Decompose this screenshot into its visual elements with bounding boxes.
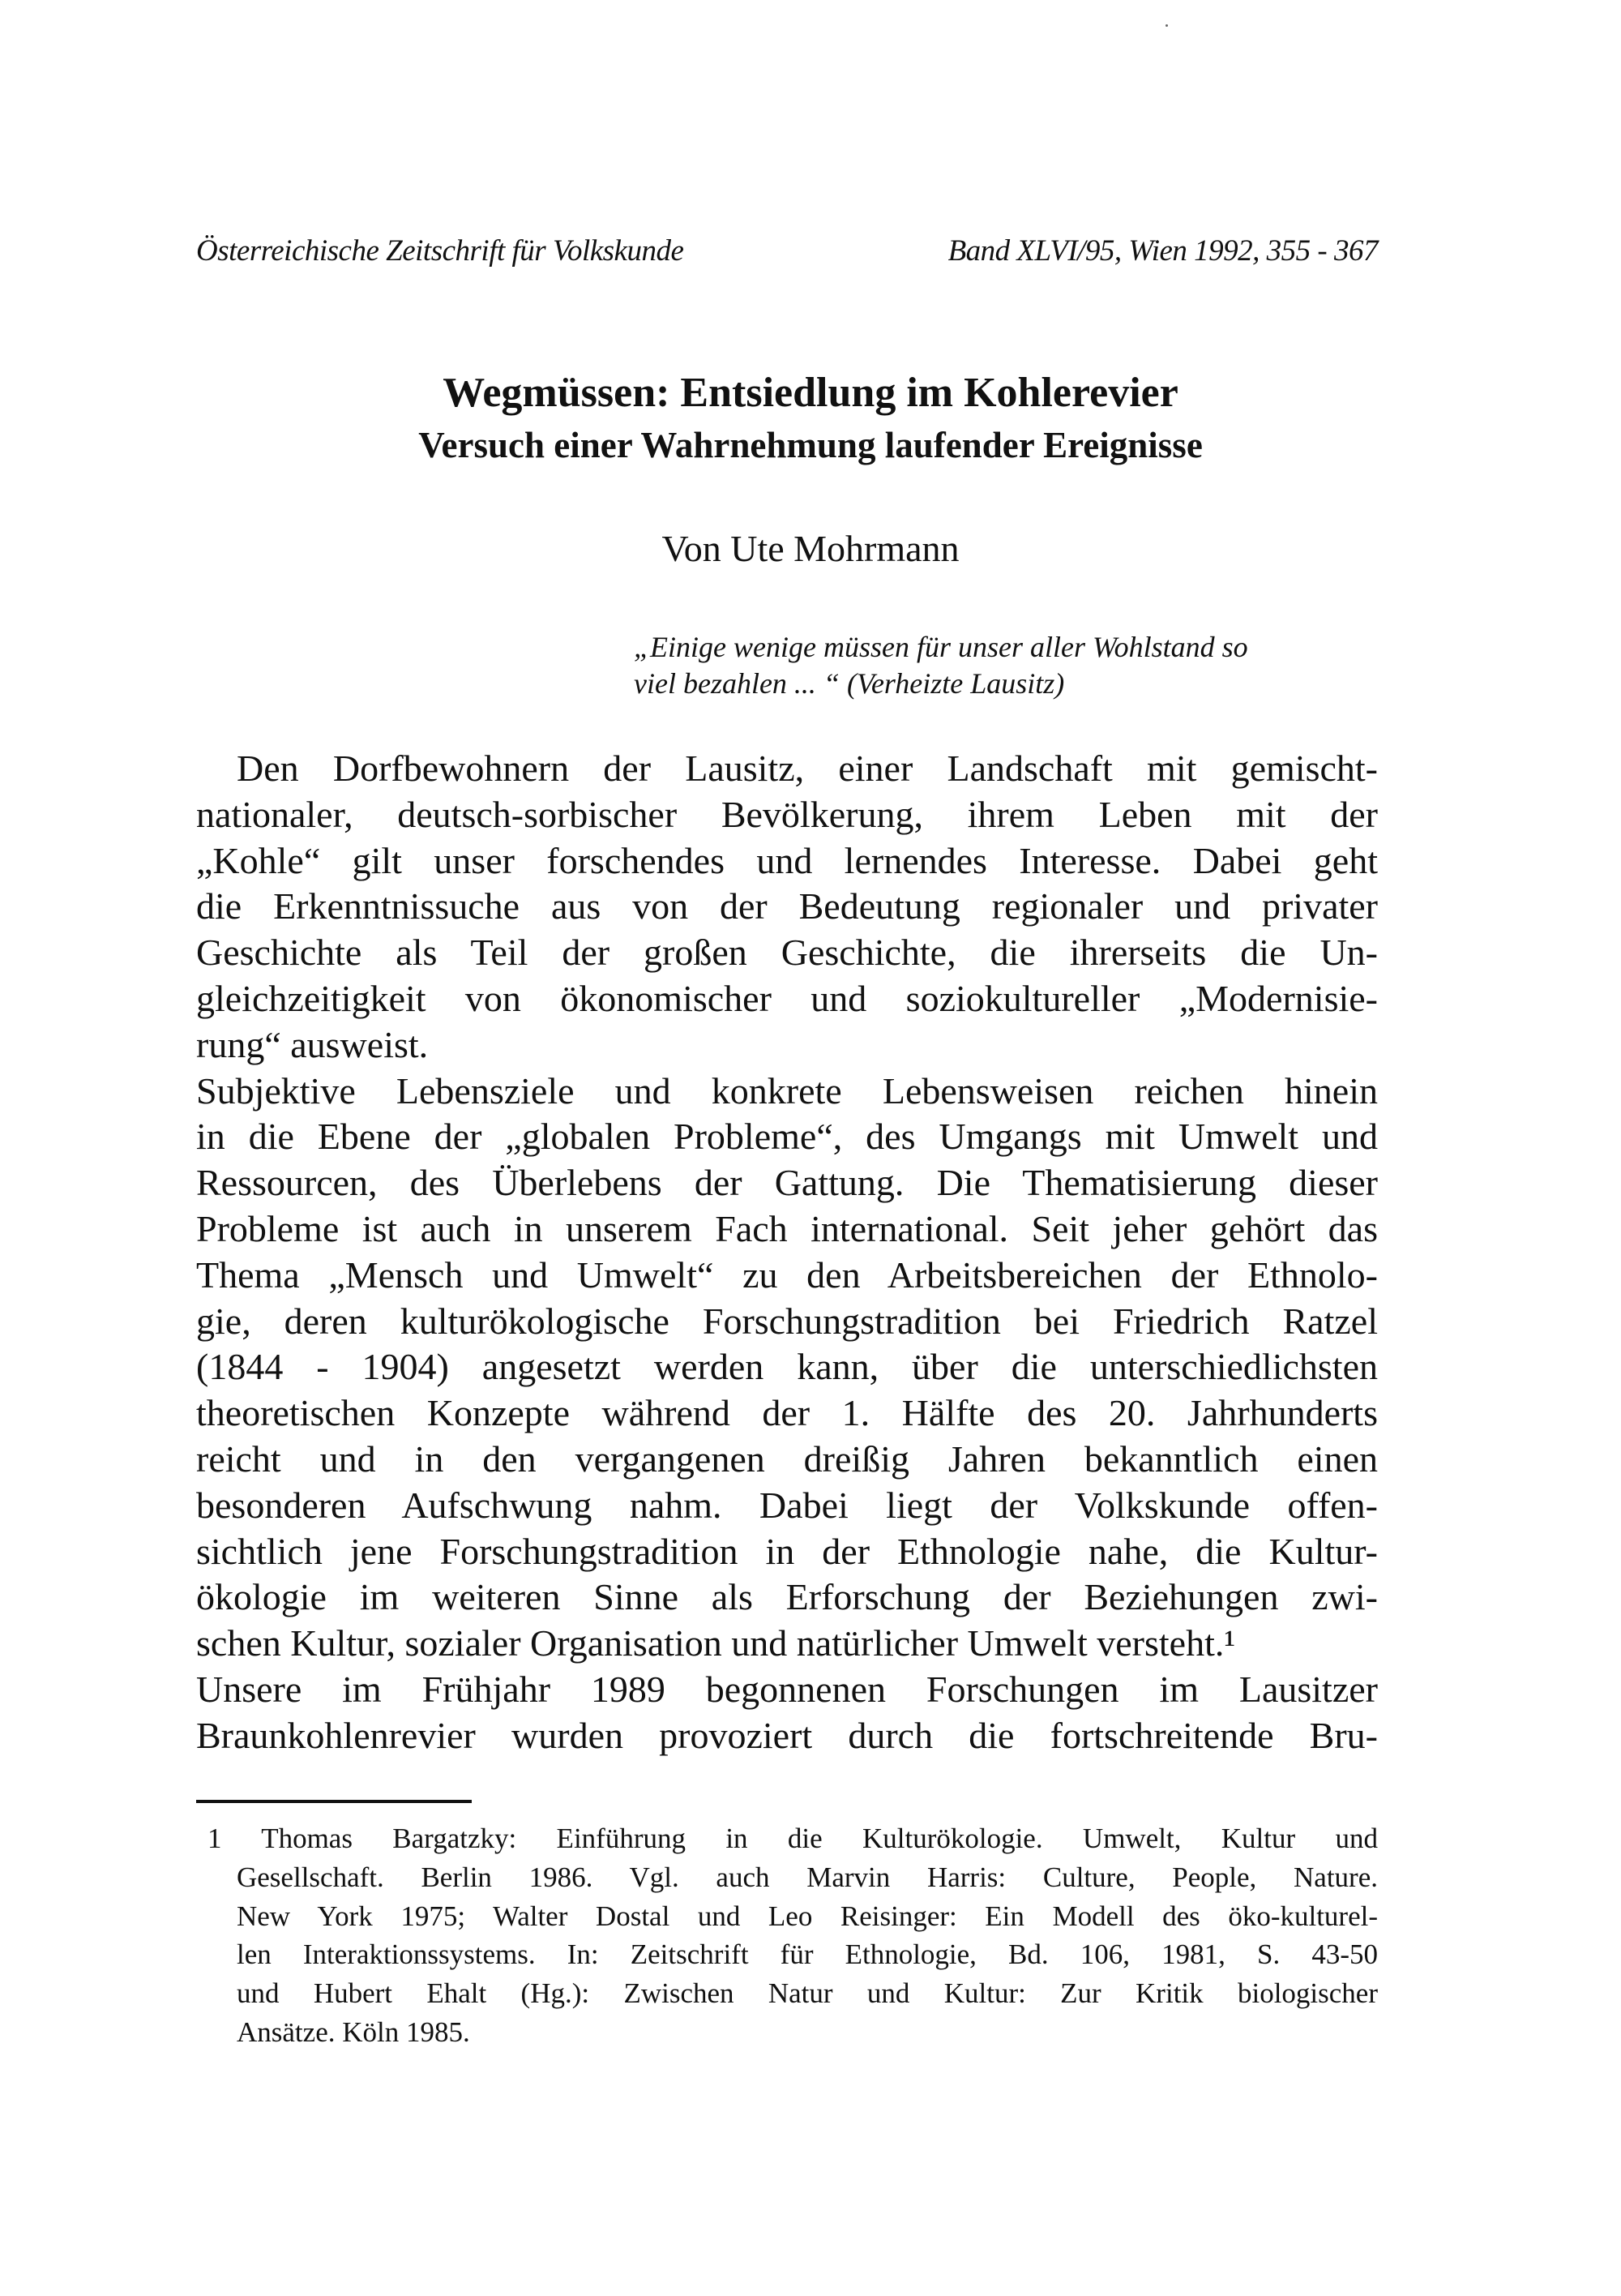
epigraph-line: viel bezahlen ... “ (Verheizte Lausitz) bbox=[634, 667, 1065, 700]
body-line: Geschichte als Teil der großen Geschichte, die ihrerseits die Un- bbox=[196, 932, 1378, 974]
body-line: Ressourcen, des Überlebens der Gattung. Die Thematisierung dieser bbox=[196, 1162, 1378, 1204]
footnote-divider bbox=[196, 1800, 472, 1803]
article-title: Wegmüssen: Entsiedlung im Kohlerevier bbox=[443, 370, 1178, 416]
body-line: die Erkenntnissuche aus von der Bedeutung regionaler und privater bbox=[196, 885, 1378, 927]
body-line: theoretischen Konzepte während der 1. Hälfte des 20. Jahrhunderts bbox=[196, 1392, 1378, 1434]
body-line: in die Ebene der „globalen Probleme“, des Umgangs mit Umwelt und bbox=[196, 1116, 1378, 1158]
scan-speck bbox=[1165, 24, 1168, 27]
epigraph bbox=[634, 629, 1379, 702]
footnote-line: len Interaktionssystems. In: Zeitschrift für Ethnologie, Bd. 106, 1981, S. 43-50 bbox=[237, 1938, 1378, 1971]
footnote-line: und Hubert Ehalt (Hg.): Zwischen Natur und Kultur: Zur Kritik biologischer bbox=[237, 1977, 1378, 2010]
journal-name: Österreichische Zeitschrift für Volkskunde bbox=[196, 234, 684, 268]
body-text bbox=[196, 746, 1378, 1759]
article-subtitle: Versuch einer Wahrnehmung laufender Ereignisse bbox=[418, 425, 1203, 465]
body-line: Braunkohlenrevier wurden provoziert durch die fortschreitende Bru- bbox=[196, 1714, 1378, 1756]
body-line: Den Dorfbewohnern der Lausitz, einer Landschaft mit gemischt- bbox=[237, 747, 1378, 789]
author-line: Von Ute Mohrmann bbox=[661, 528, 960, 569]
body-line: gie, deren kulturökologische Forschungstradition bei Friedrich Ratzel bbox=[196, 1300, 1378, 1342]
body-line: Probleme ist auch in unserem Fach international. Seit jeher gehört das bbox=[196, 1207, 1378, 1249]
footnote-line: Ansätze. Köln 1985. bbox=[237, 2015, 470, 2048]
volume-info: Band XLVI/95, Wien 1992, 355 - 367 bbox=[947, 234, 1378, 268]
epigraph-line: „Einige wenige müssen für unser aller Wohlstand so bbox=[634, 631, 1248, 663]
body-line: rung“ ausweist. bbox=[196, 1023, 429, 1065]
footnote-line: Gesellschaft. Berlin 1986. Vgl. auch Marvin Harris: Culture, People, Nature. bbox=[237, 1861, 1378, 1893]
body-line: schen Kultur, sozialer Organisation und natürlicher Umwelt versteht.¹ bbox=[196, 1622, 1236, 1664]
body-line: Unsere im Frühjahr 1989 begonnenen Forschungen im Lausitzer bbox=[196, 1668, 1378, 1710]
body-line: Thema „Mensch und Umwelt“ zu den Arbeitsbereichen der Ethnolo- bbox=[196, 1253, 1378, 1296]
footnote-line: 1 Thomas Bargatzky: Einführung in die Kulturökologie. Umwelt, Kultur und bbox=[207, 1823, 1378, 1854]
body-line: ökologie im weiteren Sinne als Erforschung der Beziehungen zwi- bbox=[196, 1576, 1378, 1618]
body-line: reicht und in den vergangenen dreißig Jahren bekanntlich einen bbox=[196, 1437, 1378, 1480]
body-line: Subjektive Lebensziele und konkrete Lebensweisen reichen hinein bbox=[196, 1069, 1378, 1112]
body-line: gleichzeitigkeit von ökonomischer und soziokultureller „Modernisie- bbox=[196, 977, 1378, 1019]
body-line: nationaler, deutsch-sorbischer Bevölkerung, ihrem Leben mit der bbox=[196, 793, 1378, 835]
body-line: besonderen Aufschwung nahm. Dabei liegt der Volkskunde offen- bbox=[196, 1484, 1378, 1526]
body-line: „Kohle“ gilt unser forschendes und lernendes Interesse. Dabei geht bbox=[196, 839, 1378, 881]
footnote-line: New York 1975; Walter Dostal und Leo Reisinger: Ein Modell des öko-kulturel- bbox=[237, 1900, 1378, 1932]
body-line: (1844 - 1904) angesetzt werden kann, über die unterschiedlichsten bbox=[196, 1346, 1378, 1388]
body-line: sichtlich jene Forschungstradition in der Ethnologie nahe, die Kultur- bbox=[196, 1530, 1378, 1572]
footnote bbox=[196, 1819, 1378, 2052]
